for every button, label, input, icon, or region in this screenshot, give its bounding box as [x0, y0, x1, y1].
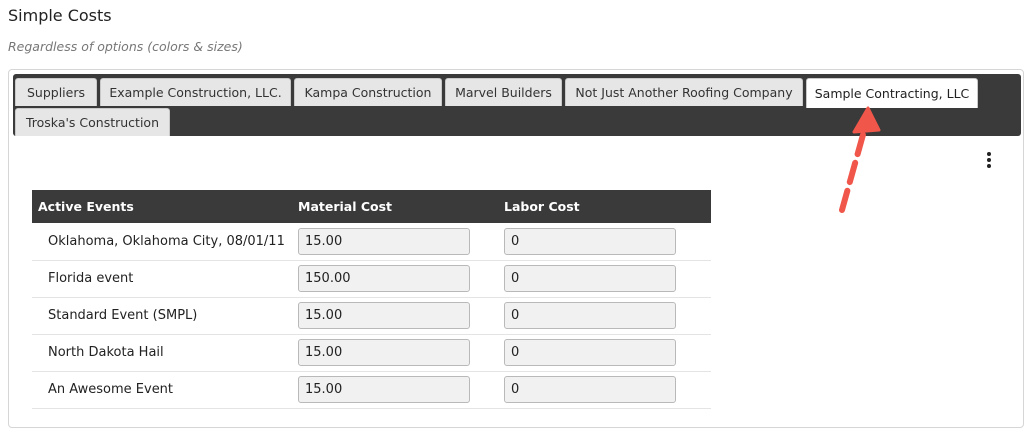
event-name: Oklahoma, Oklahoma City, 08/01/11	[32, 223, 292, 260]
table-header-row	[32, 190, 711, 223]
event-name: Standard Event (SMPL)	[32, 297, 292, 334]
event-name: North Dakota Hail	[32, 334, 292, 371]
tab-example-construction[interactable]: Example Construction, LLC.	[100, 78, 291, 106]
material-cost-input[interactable]	[298, 302, 470, 329]
labor-cost-input[interactable]	[504, 376, 676, 403]
tab-suppliers[interactable]: Suppliers	[15, 78, 97, 106]
events-cost-table	[32, 190, 711, 409]
page-subtitle: Regardless of options (colors & sizes)	[8, 39, 243, 54]
red-dashed-arrow-annotation	[830, 98, 890, 218]
page-title: Simple Costs	[8, 6, 112, 25]
labor-cost-input[interactable]	[504, 302, 676, 329]
table-row	[32, 297, 711, 334]
header-active-events: Active Events	[32, 190, 292, 223]
tab-marvel-builders[interactable]: Marvel Builders	[445, 78, 562, 106]
tab-sample-contracting[interactable]: Sample Contracting, LLC	[806, 78, 978, 108]
vertical-ellipsis-icon[interactable]	[984, 150, 996, 170]
tab-kampa-construction[interactable]: Kampa Construction	[294, 78, 442, 106]
material-cost-input[interactable]	[298, 339, 470, 366]
labor-cost-input[interactable]	[504, 339, 676, 366]
labor-cost-input[interactable]	[504, 228, 676, 255]
table-row	[32, 223, 711, 260]
labor-cost-input[interactable]	[504, 265, 676, 292]
material-cost-input[interactable]	[298, 265, 470, 292]
tab-troskas-construction[interactable]: Troska's Construction	[15, 108, 170, 136]
header-labor-cost: Labor Cost	[498, 190, 711, 223]
event-name: An Awesome Event	[32, 371, 292, 408]
material-cost-input[interactable]	[298, 228, 470, 255]
material-cost-input[interactable]	[298, 376, 470, 403]
table-row	[32, 371, 711, 408]
header-material-cost: Material Cost	[292, 190, 498, 223]
table-row	[32, 260, 711, 297]
event-name: Florida event	[32, 260, 292, 297]
table-row	[32, 334, 711, 371]
tab-not-just-another-roofing[interactable]: Not Just Another Roofing Company	[565, 78, 803, 106]
